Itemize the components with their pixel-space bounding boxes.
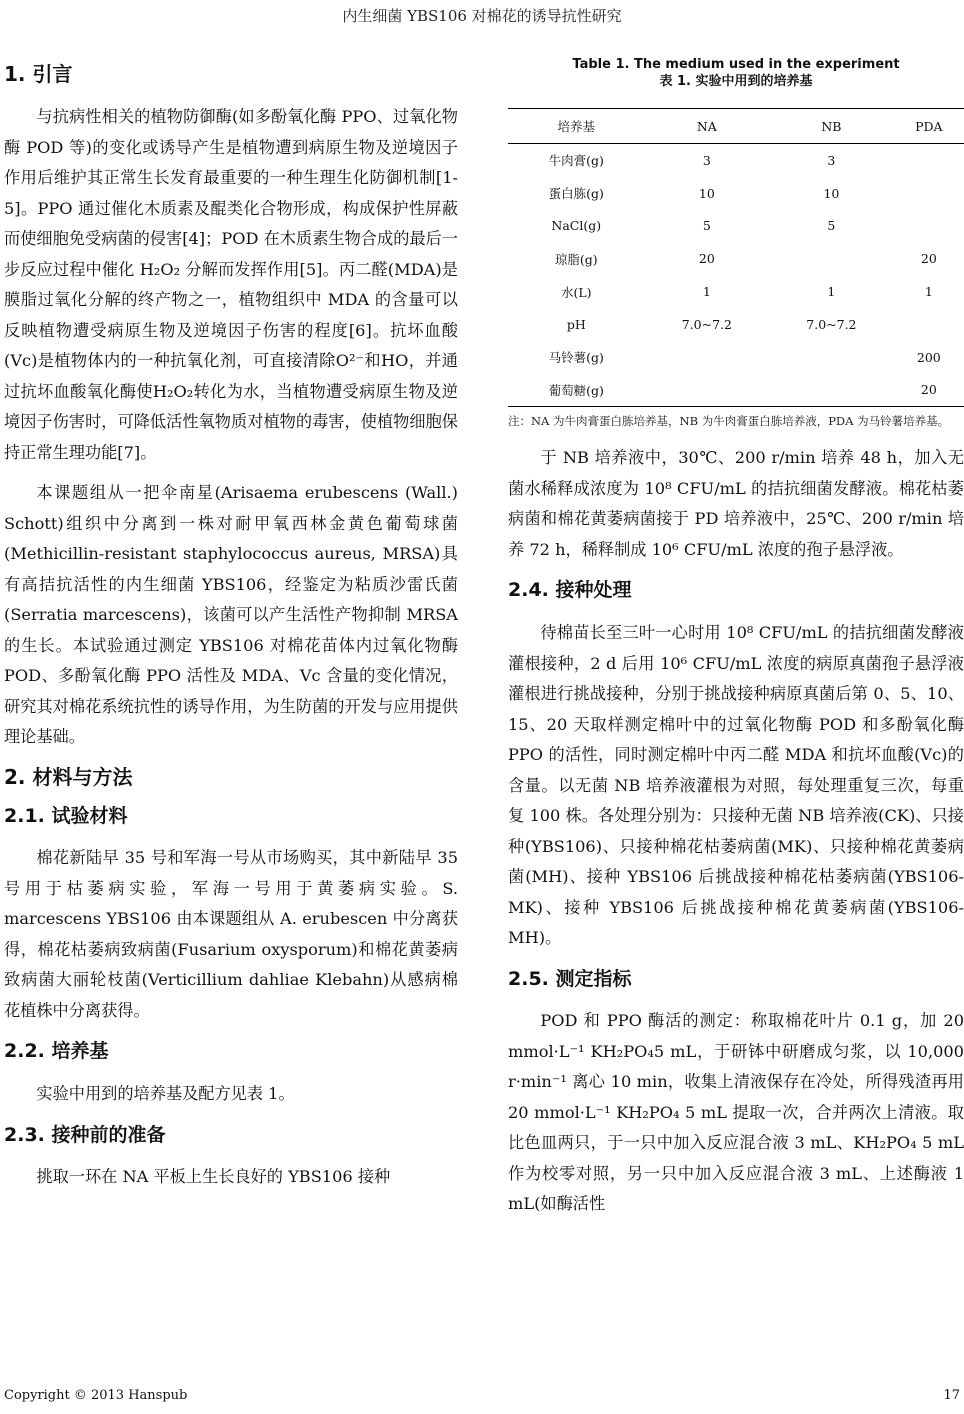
subsection-heading-materials: 2.1. 试验材料: [4, 804, 128, 827]
table-cell: [769, 341, 894, 374]
medium-paragraph: 实验中用到的培养基及配方见表 1。: [36, 1084, 295, 1104]
table-cell: NaCl(g): [551, 218, 602, 234]
medium-table: [508, 108, 964, 407]
subsection-heading-inoculation: 2.4. 接种处理: [508, 579, 632, 602]
table-cell: [894, 144, 964, 177]
preparation-paragraph-start: 挑取一环在 NA 平板上生长良好的 YBS106 接种: [36, 1167, 391, 1187]
table-cell: 7.0~7.2: [681, 316, 732, 332]
table-header-cell: NB: [769, 109, 894, 144]
table-header-cell: PDA: [894, 109, 964, 144]
table-row: [508, 275, 964, 308]
section-heading-introduction: 1. 引言: [4, 62, 73, 86]
table-cell: 水(L): [561, 284, 592, 300]
inoculation-paragraph: 待棉苗长至三叶一心时用 10⁸ CFU/mL 的拮抗细菌发酵液灌根接种，2 d 后用 10⁶ CFU/mL 浓度的病原真菌孢子悬浮液灌根进行挑战接种，分别于挑战接种病原真菌后第 0、5、10、15、20 天取样测定棉叶中的过氧化物酶 POD 和多酚氧化酶 PPO 的活性，同时测定棉叶中丙二醛 MDA 和抗坏血酸(Vc)的含量。以无菌 NB 培养液灌根为对照，每处理重复三次，每重复 100 株。各处理分别为：只接种无菌 NB 培养液(CK)、只接种(YBS106)、只接种棉花枯萎病菌(MK)、只接种棉花黄萎病菌(MH)、接种 YBS106 后挑战接种棉花枯萎病菌(YBS106-MK)、接种 YBS106 后挑战接种棉花黄萎病菌(YBS106-MH)。: [508, 623, 964, 948]
table-cell: 1: [702, 284, 711, 300]
subsection-heading-preparation: 2.3. 接种前的准备: [4, 1123, 166, 1146]
table-cell: 马铃薯(g): [548, 350, 604, 366]
table-row: [508, 177, 964, 210]
table-cell: 琼脂(g): [554, 251, 598, 267]
table-caption: [508, 56, 964, 90]
table-caption-zh: 表 1. 实验中用到的培养基: [659, 74, 813, 89]
table-cell: [894, 210, 964, 243]
footer-page-number: 17: [943, 1388, 960, 1403]
table-cell: 3: [702, 152, 711, 168]
table-row: [508, 144, 964, 177]
table-cell: 1: [924, 284, 933, 300]
subsection-heading-measurement: 2.5. 测定指标: [508, 967, 632, 990]
footer-copyright: Copyright © 2013 Hanspub: [4, 1388, 188, 1403]
table-cell: [894, 308, 964, 341]
table-cell: 20: [920, 251, 937, 267]
table-row: [508, 374, 964, 407]
preparation-paragraph-continued: 于 NB 培养液中，30℃、200 r/min 培养 48 h，加入无菌水稀释成浓度为 10⁸ CFU/mL 的拮抗细菌发酵液。棉花枯萎病菌和棉花黄萎病菌接于 PD 培养液中，25℃、200 r/min 培养 72 h，稀释制成 10⁶ CFU/mL 浓度的孢子悬浮液。: [508, 448, 964, 559]
table-cell: 葡萄糖(g): [548, 382, 604, 398]
table-cell: [769, 242, 894, 275]
table-note: 注：NA 为牛肉膏蛋白胨培养基，NB 为牛肉膏蛋白胨培养液，PDA 为马铃薯培养基。: [508, 414, 950, 429]
table-cell: [894, 177, 964, 210]
table-header-cell: 培养基: [508, 109, 645, 144]
intro-paragraph-2: 本课题组从一把伞南星(Arisaema erubescens (Wall.) Schott)组织中分离到一株对耐甲氧西林金黄色葡萄球菌(Methicillin-resistant staphylococcus aureus, MRSA)具有高拮抗活性的内生细菌 YBS106，经鉴定为粘质沙雷氏菌(Serratia marcescens)，该菌可以产生活性产物抑制 MRSA 的生长。本试验通过测定 YBS106 对棉花苗体内过氧化物酶 POD、多酚氧化酶 PPO 活性及 MDA、Vc 含量的变化情况，研究其对棉花系统抗性的诱导作用，为生防菌的开发与应用提供理论基础。: [4, 483, 458, 746]
table-row: [508, 210, 964, 243]
measurement-paragraph: POD 和 PPO 酶活的测定：称取棉花叶片 0.1 g，加 20 mmol·L⁻¹ KH₂PO₄5 mL，于研钵中研磨成匀浆，以 10,000 r·min⁻¹ 离心 10 min，收集上清液保存在冷处，所得残渣再用 20 mmol·L⁻¹ KH₂PO₄ 5 mL 提取一次，合并两次上清液。取比色皿两只，于一只中加入反应混合液 3 mL、KH₂PO₄ 5 mL 作为校零对照，另一只中加入反应混合液 3 mL、上述酶液 1 mL(如酶活性: [508, 1011, 964, 1214]
table-row: [508, 242, 964, 275]
table-cell: pH: [566, 316, 586, 332]
subsection-heading-medium: 2.2. 培养基: [4, 1040, 109, 1063]
table-row: [508, 341, 964, 374]
table-cell: 10: [698, 185, 715, 201]
table-caption-en: Table 1. The medium used in the experiment: [572, 57, 900, 72]
table-cell: 3: [827, 152, 836, 168]
table-cell: 7.0~7.2: [806, 316, 857, 332]
intro-paragraph-1: 与抗病性相关的植物防御酶(如多酚氧化酶 PPO、过氧化物酶 POD 等)的变化或诱导产生是植物遭到病原生物及逆境因子作用后维护其正常生长发育最重要的一种生理生化防御机制[1-5]。PPO 通过催化木质素及醌类化合物形成，构成保护性屏蔽而使细胞免受病菌的侵害[4]；POD 在木质素生物合成的最后一步反应过程中催化 H₂O₂ 分解而发挥作用[5]。丙二醛(MDA)是膜脂过氧化分解的终产物之一，植物组织中 MDA 的含量可以反映植物遭受病原生物及逆境因子伤害的程度[6]。抗坏血酸(Vc)是植物体内的一种抗氧化剂，可直接清除O²⁻和HO，并通过抗坏血酸氧化酶使H₂O₂转化为水，当植物遭受病原生物及逆境因子伤害时，可降低活性氧物质对植物的毒害，使植物细胞保持正常生理功能[7]。: [4, 107, 458, 462]
table-header-cell: NA: [645, 109, 770, 144]
table-cell: [645, 374, 770, 407]
table-cell: 5: [702, 218, 711, 234]
running-head: 内生细菌 YBS106 对棉花的诱导抗性研究: [342, 7, 622, 25]
table-cell: 牛肉膏(g): [548, 153, 604, 169]
materials-paragraph: 棉花新陆早 35 号和军海一号从市场购买，其中新陆早 35 号用于枯萎病实验，军海一号用于黄萎病实验。S. marcescens YBS106 由本课题组从 A. erubescen 中分离获得，棉花枯萎病致病菌(Fusarium oxysporum)和棉花黄萎病致病菌大丽轮枝菌(Verticillium dahliae Klebahn)从感病棉花植株中分离获得。: [4, 848, 458, 1020]
table-cell: 20: [698, 251, 715, 267]
left-column: [4, 50, 458, 1203]
table-cell: 蛋白胨(g): [548, 186, 604, 202]
table-cell: 5: [827, 218, 836, 234]
table-cell: [769, 374, 894, 407]
table-cell: 200: [916, 349, 941, 365]
table-cell: 10: [823, 185, 840, 201]
table-cell: [645, 341, 770, 374]
table-row: [508, 308, 964, 341]
right-column: [508, 50, 964, 1230]
table-cell: 1: [827, 284, 836, 300]
table-cell: 20: [920, 382, 937, 398]
table-header-row: [508, 109, 964, 144]
section-heading-methods: 2. 材料与方法: [4, 764, 133, 789]
